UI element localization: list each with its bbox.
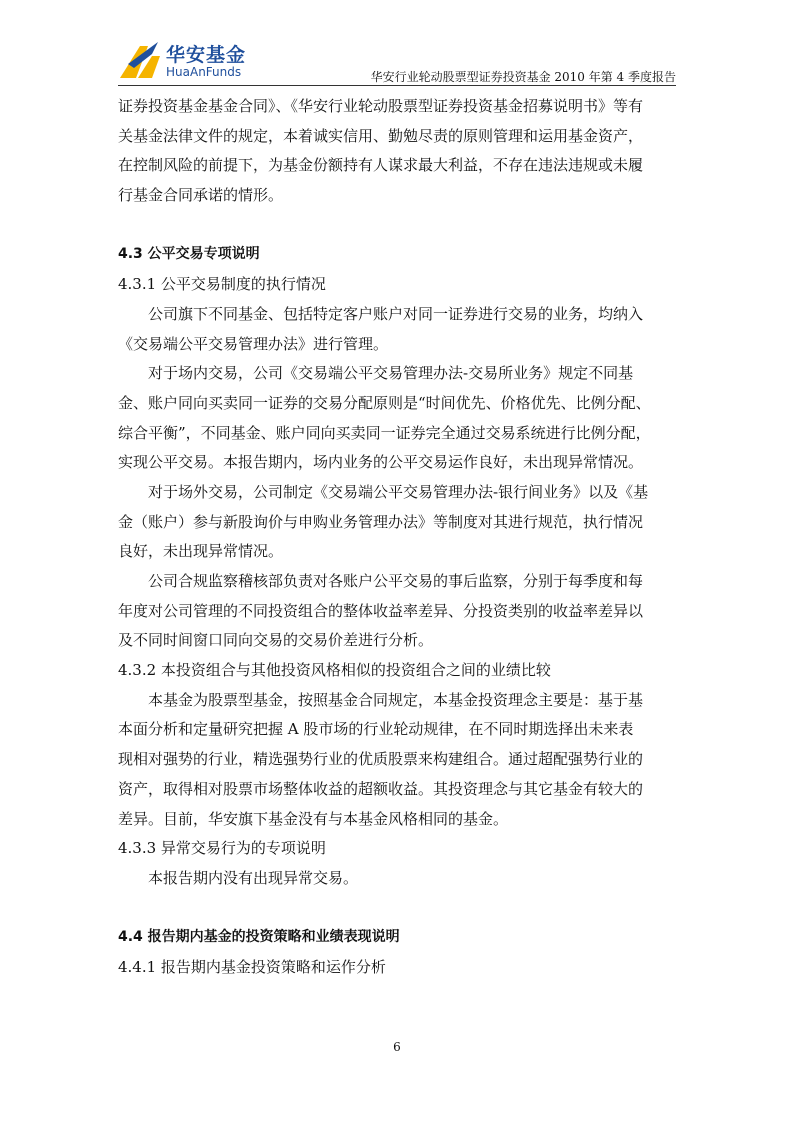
paragraph-line: 在控制风险的前提下，为基金份额持有人谋求最大利益，不存在违法违规或未履 — [118, 156, 644, 175]
paragraph-line: 对于场外交易，公司制定《交易端公平交易管理办法-银行间业务》以及《基 — [148, 482, 649, 501]
paragraph-line: 本基金为股票型基金，按照基金合同规定，本基金投资理念主要是：基于基 — [148, 690, 644, 709]
subsection-heading: 4.3.3 异常交易行为的专项说明 — [118, 839, 326, 858]
paragraph-line: 及不同时间窗口同向交易的交易价差进行分析。 — [118, 631, 434, 650]
document-body — [118, 92, 678, 983]
subsection-heading: 4.3.2 本投资组合与其他投资风格相似的投资组合之间的业绩比较 — [118, 661, 551, 680]
paragraph-line: 证券投资基金基金合同》、《华安行业轮动股票型证券投资基金招募说明书》等有 — [118, 97, 644, 115]
subsection-heading: 4.4.1 报告期内基金投资策略和运作分析 — [118, 957, 386, 976]
spacer — [118, 211, 678, 241]
header-divider — [118, 85, 676, 86]
report-title: 华安行业轮动股票型证券投资基金 2010 年第 4 季度报告 — [370, 70, 676, 84]
page-header — [118, 38, 676, 86]
paragraph-line: 本面分析和定量研究把握 A 股市场的行业轮动规律，在不同时期选择出未来表 — [118, 720, 634, 739]
page-number: 6 — [393, 1040, 401, 1054]
paragraph-line: 实现公平交易。本报告期内，场内业务的公平交易运作良好，未出现异常情况。 — [118, 453, 644, 472]
company-logo — [118, 38, 278, 84]
paragraph-line: 《交易端公平交易管理办法》进行管理。 — [118, 334, 389, 353]
paragraph-line: 综合平衡”，不同基金、账户同向买卖同一证券完全通过交易系统进行比例分配， — [118, 423, 651, 442]
paragraph-line: 本报告期内没有出现异常交易。 — [148, 868, 359, 887]
paragraph-line: 资产，取得相对股票市场整体收益的超额收益。其投资理念与其它基金有较大的 — [118, 779, 644, 798]
section-heading: 4.4 报告期内基金的投资策略和业绩表现说明 — [118, 929, 400, 946]
spacer — [118, 894, 678, 924]
paragraph-line: 现相对强势的行业，精选强势行业的优质股票来构建组合。通过超配强势行业的 — [118, 750, 644, 769]
logo-text-cn: 华安基金 — [166, 44, 247, 66]
subsection-heading: 4.3.1 公平交易制度的执行情况 — [118, 275, 326, 294]
logo-text-en: HuaAnFunds — [166, 65, 242, 79]
paragraph-line: 公司旗下不同基金、包括特定客户账户对同一证券进行交易的业务，均纳入 — [148, 304, 644, 323]
logo-icon — [118, 40, 164, 80]
paragraph-line: 对于场内交易，公司《交易端公平交易管理办法-交易所业务》规定不同基 — [148, 364, 634, 383]
paragraph-line: 金（账户）参与新股询价与申购业务管理办法》等制度对其进行规范，执行情况 — [118, 512, 644, 531]
paragraph-line: 年度对公司管理的不同投资组合的整体收益率差异、分投资类别的收益率差异以 — [118, 601, 644, 620]
paragraph-line: 公司合规监察稽核部负责对各账户公平交易的事后监察，分别于每季度和每 — [148, 572, 644, 590]
section-heading: 4.3 公平交易专项说明 — [118, 246, 260, 263]
paragraph-line: 金、账户同向买卖同一证券的交易分配原则是“时间优先、价格优先、比例分配、 — [118, 393, 651, 412]
paragraph-line: 关基金法律文件的规定，本着诚实信用、勤勉尽责的原则管理和运用基金资产， — [118, 126, 644, 145]
paragraph-line: 差异。目前，华安旗下基金没有与本基金风格相同的基金。 — [118, 809, 509, 828]
paragraph-line: 行基金合同承诺的情形。 — [118, 186, 284, 205]
paragraph-line: 良好，未出现异常情况。 — [118, 542, 284, 561]
